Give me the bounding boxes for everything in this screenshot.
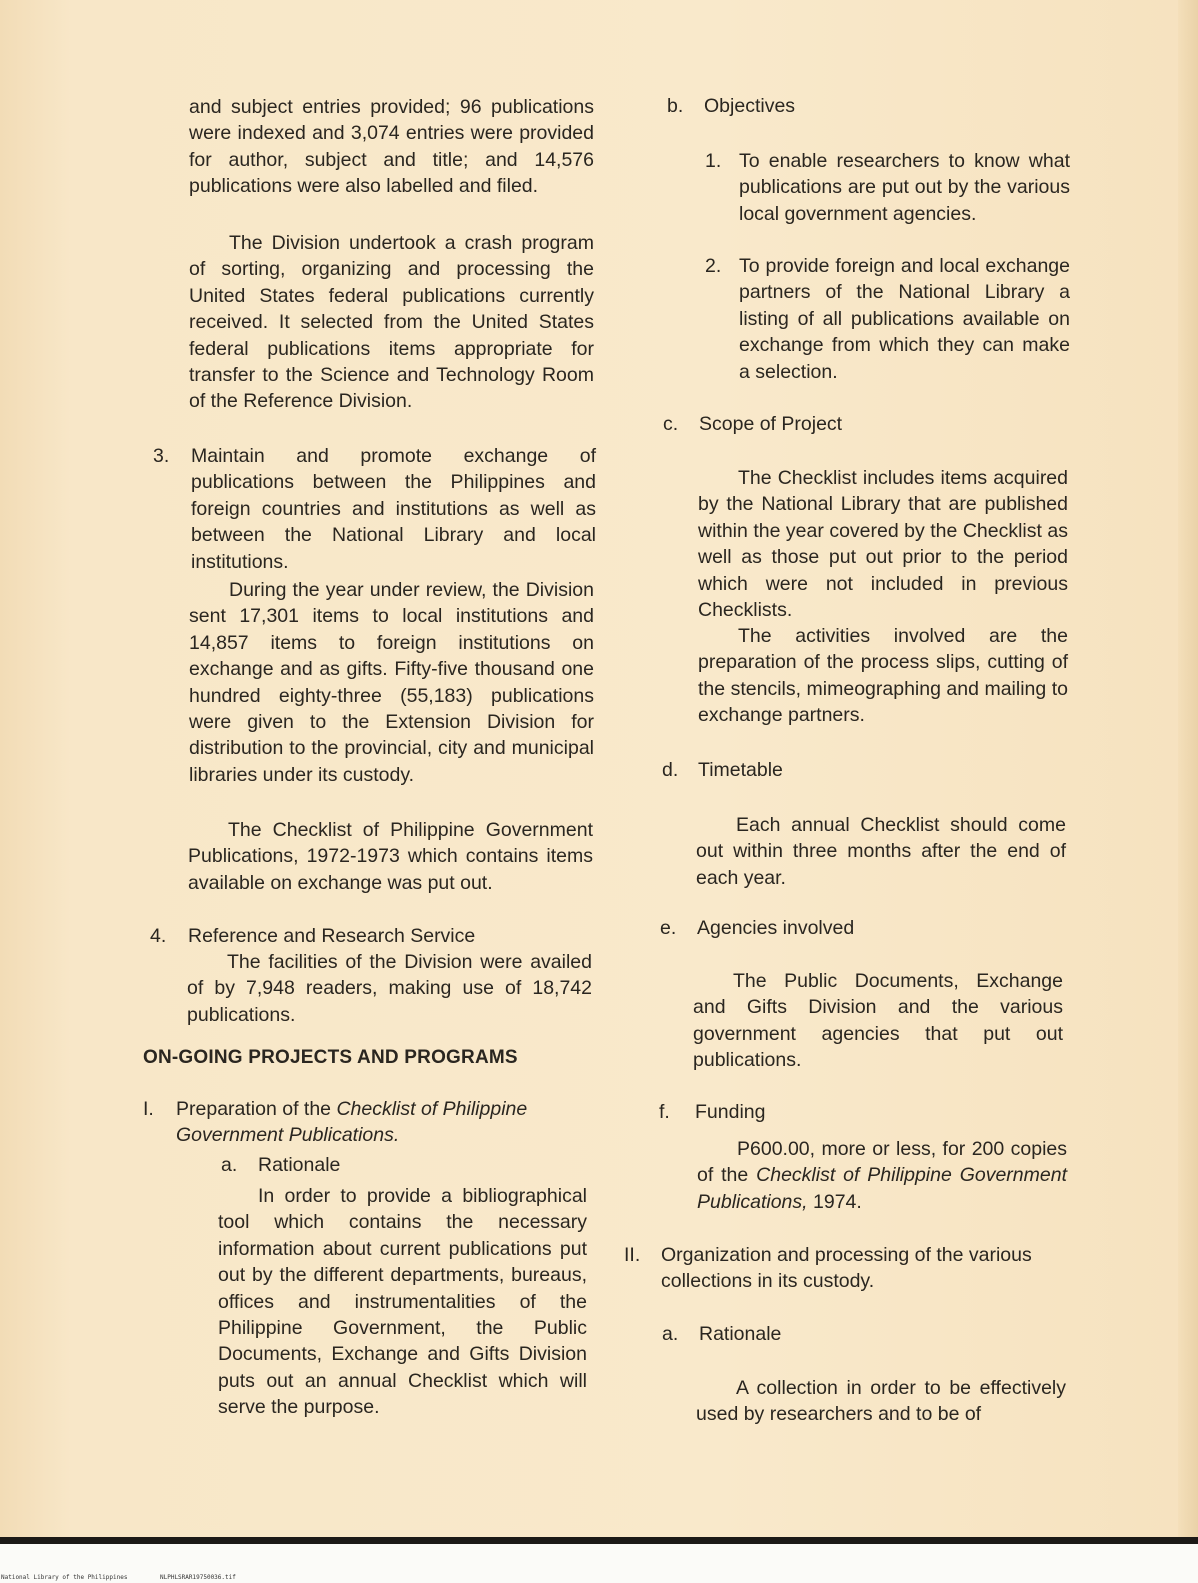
timetable-label: d. — [662, 759, 679, 781]
objective-2-text: To provide foreign and local exchange partners of the National Library a listing of all publications available on exchange from which they can make a selection. — [739, 255, 1070, 383]
item-4-title: Reference and Research Service — [188, 925, 476, 947]
item-3-paragraph-1: During the year under review, the Division sent 17,301 items to local institutions and 14,857 items to foreign institutions on exchange and as gifts. Fifty-five thousand one hundred eighty-three (55,183) publications were given to the Extension Division for distribution to the provincial, city and municipal libraries under its custody. — [189, 579, 594, 786]
funding-italic: Checklist of Philippine Government Publications, — [697, 1164, 1067, 1213]
project-2-number: II. — [624, 1244, 641, 1266]
rationale-2-paragraph: A collection in order to be effectively used by researchers and to be of — [696, 1377, 1066, 1426]
ongoing-projects-heading: ON-GOING PROJECTS AND PROGRAMS — [143, 1047, 518, 1068]
funding-prefix: P600.00, more or less, for 200 copies of the — [697, 1138, 1067, 1187]
item-3-text: Maintain and promote exchange of publications between the Philippines and foreign countries and institutions as well as between the National Library and local institutions. — [191, 445, 596, 573]
scope-title: Scope of Project — [699, 413, 843, 435]
funding-label: f. — [659, 1101, 670, 1123]
objective-1-number: 1. — [705, 150, 722, 172]
project-2-title: Organization and processing of the various collections in its custody. — [661, 1244, 1032, 1293]
scope-paragraph-1: The Checklist includes items acquired by the National Library that are published within the year covered by the Checklist as well as those put out prior to the period which were not included in previous Checklists. — [698, 467, 1068, 622]
scope-label: c. — [663, 413, 679, 435]
project-1-title-italic: Checklist of Philippine Government Publications. — [176, 1098, 528, 1147]
funding-paragraph — [697, 1136, 1067, 1215]
footer-filename: NLPHLSRAR19750036.tif — [160, 1574, 236, 1581]
timetable-paragraph: Each annual Checklist should come out within three months after the end of each year. — [696, 814, 1066, 889]
rationale-paragraph: In order to provide a bibliographical tool which contains the necessary information about current publications put out by the different departments, bureaus, offices and instrumentalities of the Philippine Government, the Public Documents, Exchange and Gifts Division puts out an annual Checklist which will serve the purpose. — [218, 1185, 587, 1419]
agencies-paragraph: The Public Documents, Exchange and Gifts Division and the various government agencies that put out publications. — [693, 970, 1063, 1072]
rationale-2-title: Rationale — [699, 1323, 782, 1345]
scope-paragraph-2: The activities involved are the preparation of the process slips, cutting of the stencils, mimeographing and mailing to exchange partners. — [698, 625, 1068, 727]
bottom-rule — [0, 1537, 1198, 1544]
agencies-label: e. — [660, 917, 677, 939]
continued-paragraph: and subject entries provided; 96 publications were indexed and 3,074 entries were provided for author, subject and title; and 14,576 publications were also labelled and filed. — [189, 96, 594, 198]
crash-program-paragraph: The Division undertook a crash program of sorting, organizing and processing the United States federal publications currently received. It selected from the United States federal publications items appropriate for transfer to the Science and Technology Room of the Reference Division. — [189, 232, 594, 413]
item-3-number: 3. — [153, 445, 170, 467]
objectives-title: Objectives — [704, 95, 796, 117]
funding-title: Funding — [695, 1101, 766, 1123]
objective-1-text: To enable researchers to know what publications are put out by the various local government agencies. — [739, 150, 1070, 225]
rationale-title: Rationale — [258, 1154, 341, 1176]
project-1-title — [176, 1096, 596, 1149]
rationale-2-label: a. — [662, 1323, 679, 1345]
page-fold — [1178, 0, 1198, 1550]
project-1-title-prefix: Preparation of the — [176, 1098, 332, 1120]
agencies-title: Agencies involved — [697, 917, 855, 939]
objectives-label: b. — [667, 95, 684, 117]
item-3-paragraph-2: The Checklist of Philippine Government Publications, 1972-1973 which contains items available on exchange was put out. — [188, 819, 593, 894]
funding-suffix: 1974. — [813, 1190, 862, 1213]
footer-source: National Library of the Philippines — [1, 1574, 128, 1581]
item-4-paragraph: The facilities of the Division were availed of by 7,948 readers, making use of 18,742 publications. — [187, 951, 592, 1026]
project-1-number: I. — [143, 1098, 154, 1120]
item-4-number: 4. — [150, 925, 167, 947]
objective-2-number: 2. — [705, 255, 722, 277]
rationale-label: a. — [221, 1154, 238, 1176]
timetable-title: Timetable — [698, 759, 783, 781]
